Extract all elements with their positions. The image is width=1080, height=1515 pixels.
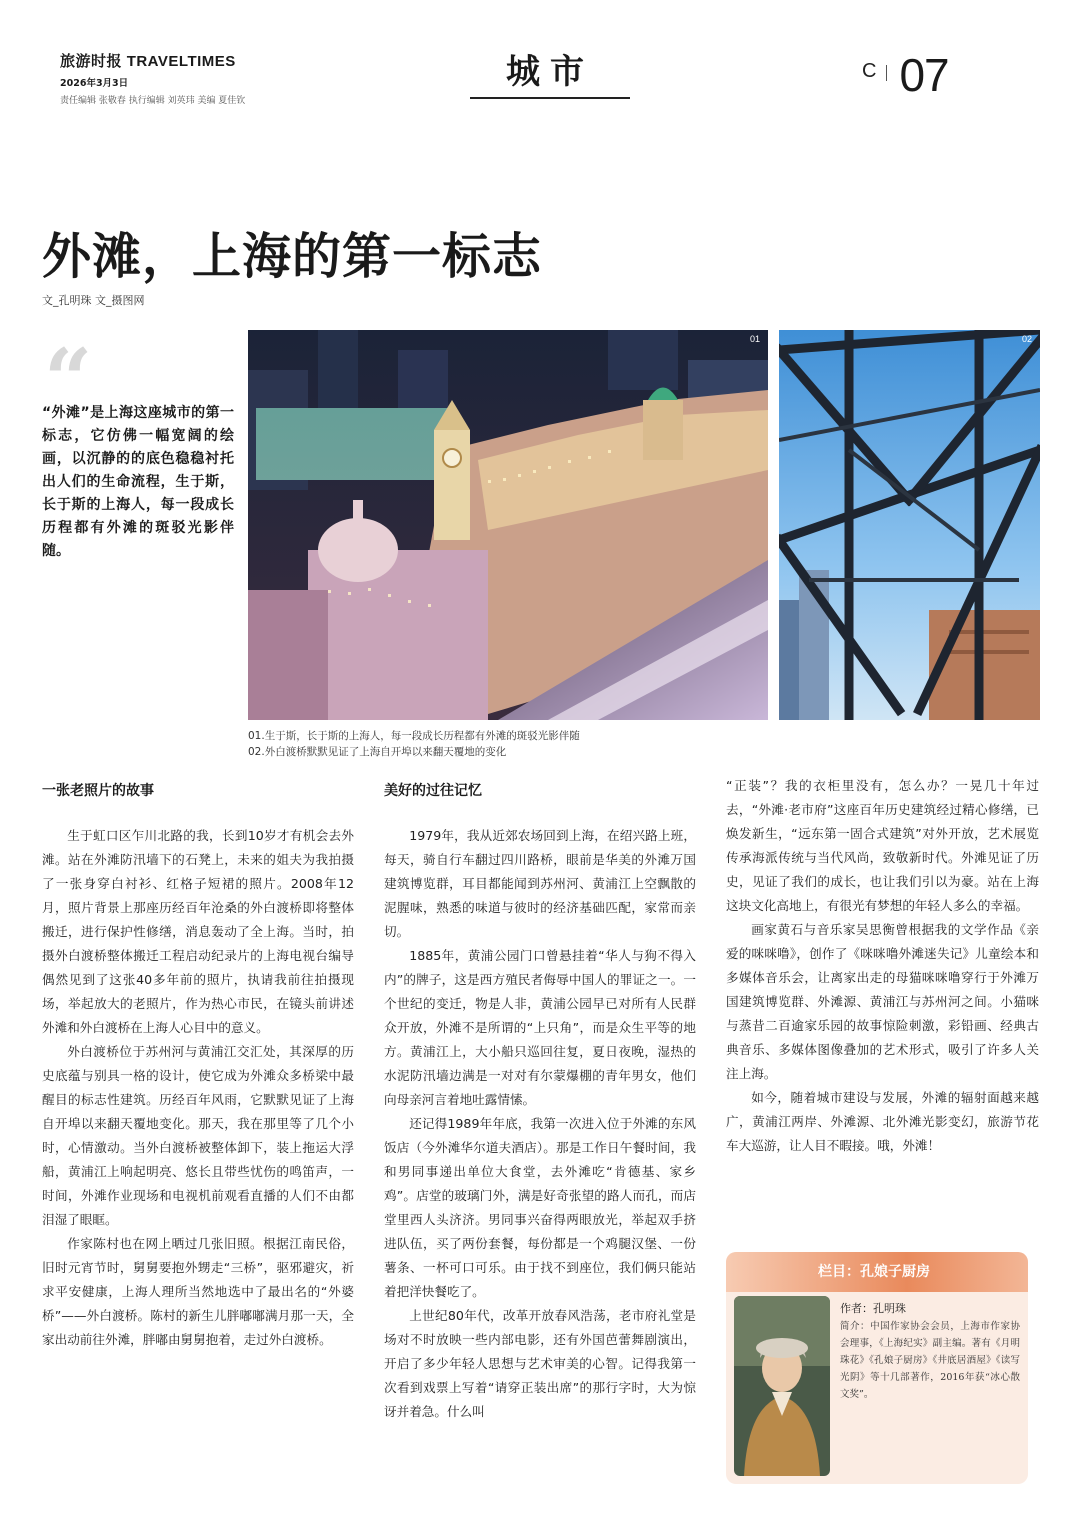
lede-quote: “外滩”是上海这座城市的第一标志，它仿佛一幅宽阔的绘画，以沉静的的底色稳稳衬托出人们的生命流程，生于斯，长于斯的上海人，每一段成长历程都有外滩的斑驳光影伴随。 [42, 405, 234, 559]
section-divider [470, 97, 630, 99]
caption-2: 02.外白渡桥默默见证了上海自开埠以来翻天覆地的变化 [248, 746, 507, 758]
author-bio-box [726, 1252, 1028, 1484]
paragraph: 生于虹口区乍川北路的我，长到10岁才有机会去外滩。站在外滩防汛墙下的石凳上，未来的姐夫为我拍摄了一张身穿白衬衫、红格子短裙的照片。2008年12月，照片背景上那座历经百年沧桑的外白渡桥即将整体搬迁，进行保护性修缮，消息轰动了全上海。当时，拍摄外白渡桥整体搬迁工程启动纪录片的上海电视台编导偶然见到了这张40多年前的照片，执请我前往拍摄现场，举起放大的老照片，作为热心市民，在镜头前讲述外滩和外白渡桥在上海人心目中的意义。 [42, 828, 354, 1035]
paragraph: 1979年，我从近郊农场回到上海，在绍兴路上班，每天，骑自行车翻过四川路桥，眼前是华美的外滩万国建筑博览群，耳目都能闻到苏州河、黄浦江上空飘散的泥腥味，熟悉的味道与彼时的经济基础匹配，家常而亲切。 [384, 828, 696, 939]
column-tag: 栏目：孔娘子厨房 [726, 1252, 1028, 1292]
article-title: 外滩，上海的第一标志 [42, 227, 543, 285]
bund-night-illustration [248, 330, 768, 720]
author-bio-text: 简介：中国作家协会会员，上海市作家协会理事，《上海纪实》副主编。著有《月明珠花》《孔娘子厨房》《井底居酒屋》《读写光阴》等十几部著作，2016年获“冰心散文奖”。 [840, 1321, 1020, 1400]
brand [60, 50, 245, 71]
brand-cn: 旅游时报 [60, 52, 123, 70]
photo1-number: 01 [750, 334, 761, 344]
paragraph: “正装”？我的衣柜里没有，怎么办？一晃几十年过去，“外滩·老市府”这座百年历史建筑经过精心修缮，已焕发新生，“远东第一固合式建筑”对外开放，艺术展览传承海派传统与当代风尚，致敬新时代。外滩见证了历史，见证了我们的成长，也让我们引以为豪。站在上海这块文化高地上，有很光有梦想的年轻人多么的幸福。 [726, 778, 1039, 913]
paragraph: 上世纪80年代，改革开放春风浩荡，老市府礼堂是场对不时放映一些内部电影，还有外国芭蕾舞剧演出，开启了多少年轻人思想与艺术审美的心智。记得我第一次看到戏票上写着“请穿正装出席”的那行字时，大为惊讶并着急。什么叫 [384, 1308, 696, 1419]
caption-1: 01.生于斯，长于斯的上海人，每一段成长历程都有外滩的斑驳光影伴随 [248, 730, 580, 742]
paragraph: 还记得1989年年底，我第一次进入位于外滩的东风饭店（今外滩华尔道夫酒店）。那是工作日午餐时间，我和男同事递出单位大食堂，去外滩吃“肯德基、家乡鸡”。店堂的玻璃门外，满是好奇张望的路人而孔，而店堂里西人头济济。男同事兴奋得两眼放光，举起双手挤进队伍，买了两份套餐，每份都是一个鸡腿汉堡、一份薯条、一杯可口可乐。由于找不到座位，我们俩只能站着把洋快餐吃了。 [384, 1116, 696, 1299]
quote-mark-icon: “ [44, 330, 93, 429]
photo-bund-night [248, 330, 768, 720]
masthead [60, 50, 245, 106]
paragraph: 作家陈村也在网上晒过几张旧照。根据江南民俗，旧时元宵节时，舅舅要抱外甥走“三桥”，驱邪避灾，祈求平安健康，上海人理所当然地选中了最出名的“外婆桥”——外白渡桥。陈村的新生儿胖嘟嘟满月那一天，全家出动前往外滩，胖嘟由舅舅抱着，走过外白渡桥。 [42, 1236, 354, 1347]
page-number-value: 07 [899, 49, 949, 101]
author-portrait-illustration [734, 1296, 830, 1476]
paragraph: 1885年，黄浦公园门口曾悬挂着“华人与狗不得入内”的牌子，这是西方殖民者侮辱中国人的罪证之一。一个世纪的变迁，物是人非，黄浦公园早已对所有人民群众开放，外滩不是所谓的“上只角”，而是众生平等的地方。黄浦江上，大小船只巡回往复，夏日夜晚，湿热的水泥防汛墙边满是一对对有尔蒙爆棚的青年男女，他们向母亲河言着地吐露情愫。 [384, 948, 696, 1107]
photo-captions [248, 728, 580, 760]
editors-line: 责任编辑 张敬春 执行编辑 刘英玮 美编 夏佳钦 [60, 96, 246, 106]
article-column-1 [42, 824, 354, 1352]
page-letter: C [862, 60, 877, 82]
article-column-3 [726, 774, 1039, 1158]
author-photo [734, 1296, 830, 1476]
byline: 文_孔明珠 文_摄图网 [42, 294, 145, 307]
issue-date: 2026年3月3日 [60, 78, 129, 89]
brand-en: TRAVELTIMES [126, 53, 236, 70]
paragraph: 如今，随着城市建设与发展，外滩的辐射面越来越广，黄浦江两岸、外滩源、北外滩光影变幻，旅游节花车大巡游，让人目不暇接。哦，外滩！ [726, 1090, 1039, 1153]
photo2-number: 02 [1022, 334, 1033, 344]
article-column-2 [384, 824, 696, 1424]
page-number-divider [886, 65, 887, 81]
page-number [862, 48, 949, 102]
paragraph: 画家黄石与音乐家吴思衡曾根据我的文学作品《亲爱的咪咪噜》，创作了《咪咪噜外滩迷失记》儿童绘本和多媒体音乐会，让离家出走的母猫咪咪噜穿行于外滩万国建筑博览群、外滩源、黄浦江与苏州河之间。小猫咪与蒸昔二百逾家乐园的故事惊险刺激，彩铅画、经典古典音乐、多媒体图像叠加的艺术形式，吸引了许多人关注上海。 [726, 922, 1039, 1081]
col2-heading: 美好的过往记忆 [384, 783, 482, 799]
photo-garden-bridge [779, 330, 1040, 720]
section-title: 城市 [506, 52, 594, 92]
garden-bridge-illustration [779, 330, 1040, 720]
author-name: 作者：孔明珠 [840, 1302, 906, 1315]
col1-heading: 一张老照片的故事 [42, 783, 154, 799]
paragraph: 外白渡桥位于苏州河与黄浦江交汇处，其深厚的历史底蕴与别具一格的设计，使它成为外滩众多桥梁中最醒目的标志性建筑。历经百年风雨，它默默见证了上海自开埠以来翻天覆地变化。那天，我在那里等了几个小时，心情激动。当外白渡桥被整体卸下，装上拖运大浮船，黄浦江上响起明亮、悠长且带些忧伤的鸣笛声，一时间，外滩作业现场和电视机前观看直播的人们不由都泪湿了眼眶。 [42, 1044, 354, 1227]
